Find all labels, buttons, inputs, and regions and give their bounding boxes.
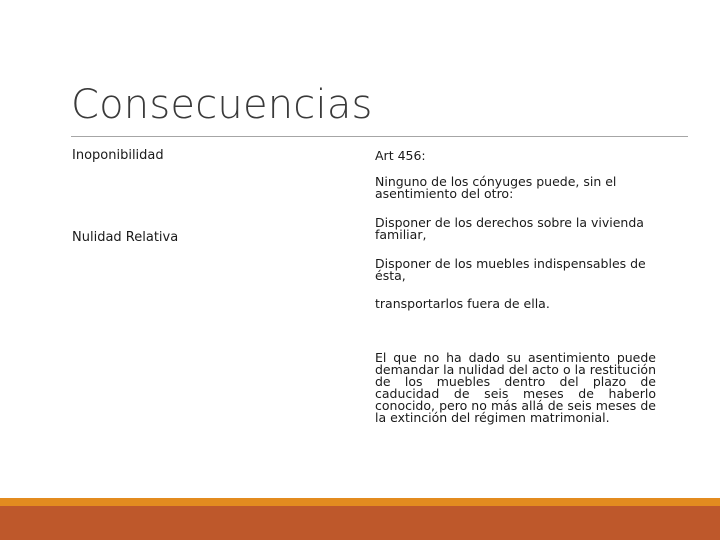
footer-accent-band: [0, 498, 720, 506]
paragraph-transportar: transportarlos fuera de ella.: [375, 296, 550, 311]
paragraph-nulidad: El que no ha dado su asentimiento puede demandar la nulidad del acto o la restitución de los muebles dentro del plazo de caducidad de seis meses de haberlo conocido, pero no más allá de seis meses de la extinción del régimen matrimonial.: [375, 350, 656, 425]
paragraph-ninguno: Ninguno de los cónyuges puede, sin el asentimiento del otro:: [375, 174, 617, 201]
paragraph-vivienda: Disponer de los derechos sobre la vivienda familiar,: [375, 215, 644, 242]
label-nulidad-relativa: Nulidad Relativa: [72, 230, 179, 245]
title-divider: [71, 136, 688, 137]
slide-title: Consecuencias: [71, 82, 373, 128]
paragraph-muebles: Disponer de los muebles indispensables de ésta,: [375, 256, 646, 283]
label-inoponibilidad: Inoponibilidad: [72, 148, 164, 163]
footer-band: [0, 506, 720, 540]
paragraph-art: Art 456:: [375, 148, 426, 163]
